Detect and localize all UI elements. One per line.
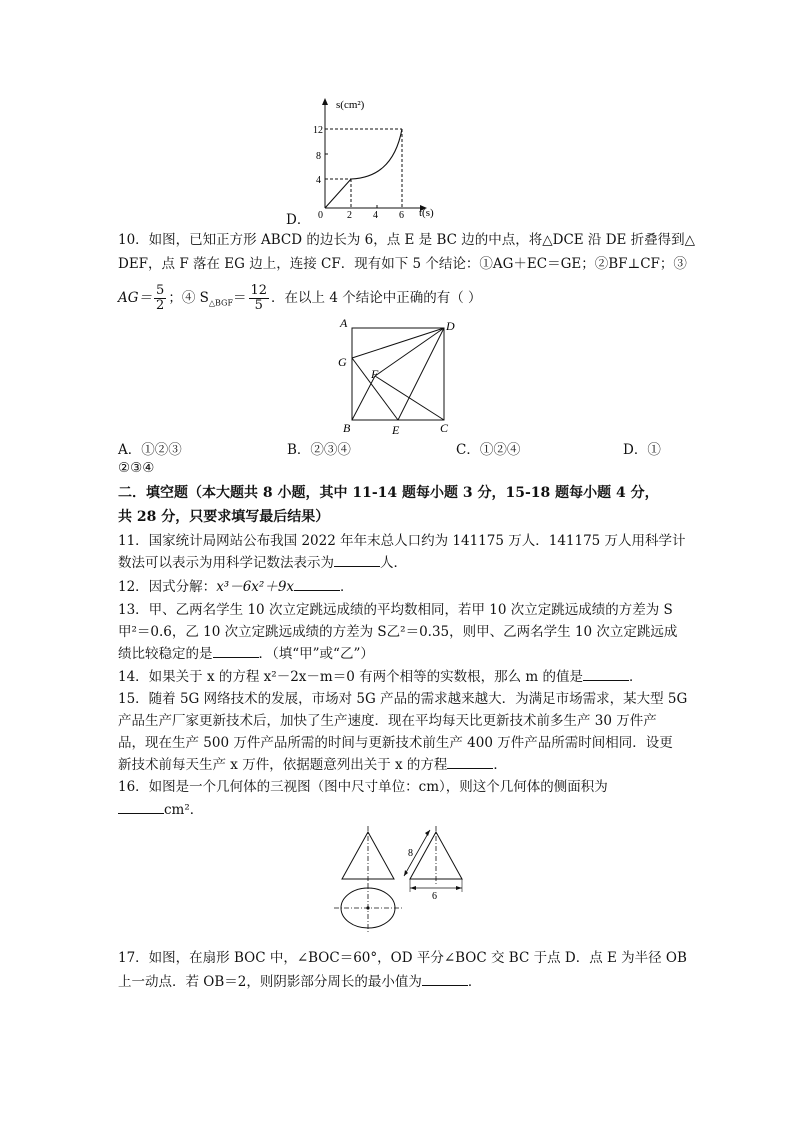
base-label: 6: [432, 891, 437, 902]
q14-line: 14．如果关于 x 的方程 x²－2x－m＝0 有两个相等的实数根，那么 m 的值是 ．: [118, 669, 643, 685]
q14-answer-blank[interactable]: [583, 667, 629, 681]
q17-line2: 上一动点．若 OB＝2，则阴影部分周长的最小值为 ．: [118, 974, 482, 990]
q11-answer-blank[interactable]: [334, 553, 380, 567]
q10-ag-frac: $\frac{5}{2}$: [156, 283, 165, 313]
q12-answer-blank[interactable]: [294, 577, 340, 591]
label-c: C: [440, 421, 449, 435]
q10-option-c[interactable]: C．①②④: [456, 442, 521, 458]
q11-line1: 11．国家统计局网站公布我国 2022 年年末总人口约为 141175 万人．141175 万人用科学计: [118, 533, 686, 549]
y-axis-label: s(cm²): [336, 99, 365, 111]
q10-option-b[interactable]: B．②③④: [287, 442, 351, 458]
graph-curve: [325, 129, 402, 208]
q16-answer-blank[interactable]: [118, 800, 164, 814]
q10-option-d[interactable]: D．①: [623, 442, 661, 458]
label-d: D: [446, 319, 455, 333]
q10-option-a[interactable]: A．①②③: [118, 442, 182, 458]
label-e: E: [392, 423, 400, 437]
x-tick-6: 6: [399, 210, 404, 221]
q9-option-d-graph: [305, 96, 455, 222]
q12-expr: x³－6x²＋9x: [216, 579, 295, 595]
q12-line: 12．因式分解：x³－6x²＋9x ．: [118, 579, 354, 595]
q11-line2: 数法可以表示为用科学记数法表示为 人．: [118, 555, 407, 571]
q9-option-d-label: D．: [286, 212, 311, 228]
y-tick-12: 12: [313, 125, 323, 136]
q17-line1: 17．如图，在扇形 BOC 中，∠BOC＝60°，OD 平分∠BOC 交 BC 于点 D．点 E 为半径 OB: [118, 950, 687, 966]
label-f: F: [371, 367, 379, 381]
q16-line1: 16．如图是一个几何体的三视图（图中尺寸单位：cm），则这个几何体的侧面积为: [118, 779, 608, 795]
q10-square-figure: [334, 316, 464, 438]
y-tick-8: 8: [316, 151, 321, 162]
q10-line1: 10．如图，已知正方形 ABCD 的边长为 6，点 E 是 BC 边的中点，将△DCE 沿 DE 折叠得到△: [118, 232, 696, 248]
q13-answer-blank[interactable]: [213, 644, 259, 658]
q10-line2: DEF，点 F 落在 EG 边上，连接 CF．现有如下 5 个结论：①AG＋EC＝GE；②BF⊥CF；③: [118, 256, 687, 272]
label-g: G: [338, 355, 347, 369]
q10-s: ；④ S: [168, 290, 209, 306]
x-axis-label: t(s): [419, 207, 434, 219]
q15-line4: 新技术前每天生产 x 万件，依据题意列出关于 x 的方程 ．: [118, 757, 507, 773]
label-a: A: [340, 316, 348, 330]
x-tick-0: 0: [318, 210, 323, 221]
y-axis-arrow: [322, 98, 328, 105]
q10-tail: ．在以上 4 个结论中正确的有（ ）: [271, 290, 482, 306]
q15-answer-blank[interactable]: [447, 755, 493, 769]
x-tick-4: 4: [373, 210, 378, 221]
label-b: B: [343, 421, 351, 435]
section2-title-line2: 共 28 分，只要求填写最后结果）: [118, 509, 330, 525]
q13-line3: 绩比较稳定的是 ．（填“甲”或“乙”）: [118, 646, 374, 662]
q13-line1: 13．甲、乙两名学生 10 次立定跳远成绩的平均数相同，若甲 10 次立定跳远成绩的方差为 S: [118, 602, 673, 618]
q15-line3: 品，现在生产 500 万件产品所需的时间与更新技术前生产 400 万件产品所需时间相同．设更: [118, 735, 673, 751]
q13-line2: 甲²＝0.6，乙 10 次立定跳远成绩的方差为 S乙²＝0.35，则甲、乙两名学生 10 次立定跳远成: [118, 624, 678, 640]
q10-line3: AG＝ $\frac{5}{2}$ ；④ $S_{\triangle BGF}=$ $\frac{12}{5}$ ．在以上 4 个结论中正确的有（ ）: [118, 283, 482, 313]
section2-title-line1: 二．填空题（本大题共 8 小题，其中 11-14 题每小题 3 分，15-18 题每小题 4 分，: [118, 485, 659, 501]
q16-line2: cm²．: [118, 800, 678, 820]
q16-three-view-figure: [328, 822, 478, 942]
x-tick-2: 2: [347, 210, 352, 221]
q15-line1: 15．随着 5G 网络技术的发展，市场对 5G 产品的需求越来越大．为满足市场需求，某大型 5G: [118, 691, 688, 707]
q10-s-frac: $\frac{12}{5}$: [250, 283, 268, 313]
y-tick-4: 4: [316, 175, 321, 186]
slant-label: 8: [408, 848, 413, 859]
q17-answer-blank[interactable]: [422, 972, 468, 986]
q15-line2: 产品生产厂家更新技术后，加快了生产速度．现在平均每天比更新技术前多生产 30 万件产: [118, 713, 657, 729]
q10-ag: AG＝: [118, 290, 153, 306]
q10-option-d-cont: ②③④: [118, 460, 155, 476]
